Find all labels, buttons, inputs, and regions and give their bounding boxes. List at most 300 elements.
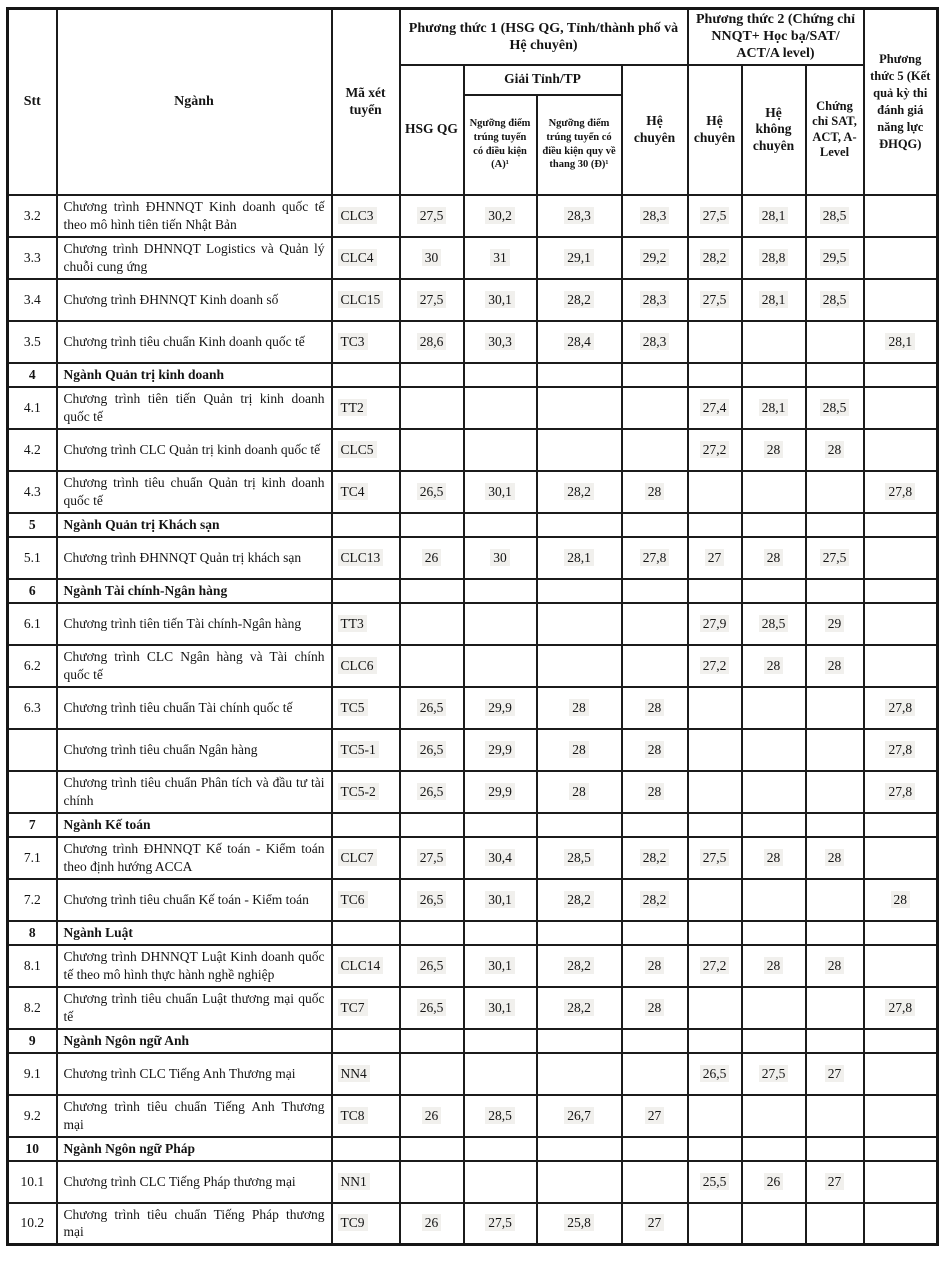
table-row: [8, 687, 938, 729]
score-threshold-30-cell: [537, 387, 622, 429]
header-he-chuyen-pt1: Hệ chuyên: [622, 65, 688, 195]
score-hsg-qg-cell: [400, 1053, 464, 1095]
score-threshold-30-cell: 25,8: [537, 1203, 622, 1245]
score-pt2-he-khong-chuyen-cell: 26: [742, 1161, 806, 1203]
row-number-cell: [8, 729, 57, 771]
score-threshold-30-cell: [537, 645, 622, 687]
score-he-chuyen-cell: 28: [622, 771, 688, 813]
admission-code-cell: [332, 1137, 400, 1161]
score-certificate-cell: [806, 1029, 864, 1053]
row-number-cell: [8, 771, 57, 813]
table-row: [8, 813, 938, 837]
table-row: [8, 771, 938, 813]
program-name-cell: Ngành Luật: [57, 921, 332, 945]
program-name-cell: Chương trình CLC Quản trị kinh doanh quốc tế: [57, 429, 332, 471]
score-hsg-qg-cell: [400, 1137, 464, 1161]
score-he-chuyen-cell: [622, 1137, 688, 1161]
score-hsg-qg-cell: 26,5: [400, 771, 464, 813]
admission-code-cell: TC6: [332, 879, 400, 921]
score-he-chuyen-cell: [622, 513, 688, 537]
score-pt5-cell: [864, 837, 938, 879]
score-threshold-30-cell: 28,2: [537, 879, 622, 921]
score-certificate-cell: [806, 1137, 864, 1161]
score-pt5-cell: [864, 1203, 938, 1245]
score-pt2-he-khong-chuyen-cell: 28,8: [742, 237, 806, 279]
score-pt2-he-khong-chuyen-cell: [742, 987, 806, 1029]
score-certificate-cell: [806, 513, 864, 537]
admission-code-cell: TC5-2: [332, 771, 400, 813]
row-number-cell: 7: [8, 813, 57, 837]
score-he-chuyen-cell: 27: [622, 1095, 688, 1137]
table-row: [8, 195, 938, 237]
score-threshold-a-cell: 30,1: [464, 945, 537, 987]
score-hsg-qg-cell: 27,5: [400, 279, 464, 321]
score-pt5-cell: [864, 813, 938, 837]
score-hsg-qg-cell: [400, 813, 464, 837]
score-pt2-he-chuyen-cell: 27: [688, 537, 742, 579]
score-pt2-he-khong-chuyen-cell: [742, 321, 806, 363]
table-row: [8, 1203, 938, 1245]
score-threshold-a-cell: [464, 603, 537, 645]
score-threshold-a-cell: 28,5: [464, 1095, 537, 1137]
table-row: [8, 321, 938, 363]
table-row: [8, 1137, 938, 1161]
score-threshold-a-cell: 29,9: [464, 687, 537, 729]
program-name-cell: Chương trình ĐHNNQT Kinh doanh số: [57, 279, 332, 321]
score-he-chuyen-cell: 28,3: [622, 279, 688, 321]
score-certificate-cell: 27,5: [806, 537, 864, 579]
admission-code-cell: NN4: [332, 1053, 400, 1095]
program-name-cell: Ngành Ngôn ngữ Anh: [57, 1029, 332, 1053]
table-row: [8, 513, 938, 537]
admission-code-cell: [332, 813, 400, 837]
admission-code-cell: [332, 579, 400, 603]
score-pt5-cell: [864, 237, 938, 279]
score-pt5-cell: 27,8: [864, 471, 938, 513]
score-pt2-he-chuyen-cell: [688, 921, 742, 945]
score-certificate-cell: [806, 771, 864, 813]
program-name-cell: Ngành Ngôn ngữ Pháp: [57, 1137, 332, 1161]
score-pt2-he-chuyen-cell: 27,5: [688, 279, 742, 321]
admission-code-cell: TC7: [332, 987, 400, 1029]
score-hsg-qg-cell: [400, 387, 464, 429]
score-certificate-cell: 29: [806, 603, 864, 645]
score-pt2-he-chuyen-cell: 26,5: [688, 1053, 742, 1095]
header-threshold-30: Ngưỡng điểm trúng tuyển có điều kiện quy về thang 30 (Đ)¹: [537, 95, 622, 195]
table-row: [8, 279, 938, 321]
program-name-cell: Chương trình CLC Tiếng Anh Thương mại: [57, 1053, 332, 1095]
score-he-chuyen-cell: [622, 921, 688, 945]
score-pt2-he-chuyen-cell: [688, 813, 742, 837]
score-pt5-cell: 28: [864, 879, 938, 921]
score-threshold-30-cell: [537, 1137, 622, 1161]
score-hsg-qg-cell: 26,5: [400, 987, 464, 1029]
admission-code-cell: TT3: [332, 603, 400, 645]
header-certificate: Chứng chỉ SAT, ACT, A-Level: [806, 65, 864, 195]
score-threshold-a-cell: 30,4: [464, 837, 537, 879]
row-number-cell: 6: [8, 579, 57, 603]
score-certificate-cell: 28,5: [806, 279, 864, 321]
program-name-cell: Chương trình tiêu chuẩn Kế toán - Kiểm toán: [57, 879, 332, 921]
program-name-cell: Chương trình tiêu chuẩn Phân tích và đầu tư tài chính: [57, 771, 332, 813]
score-pt2-he-chuyen-cell: [688, 729, 742, 771]
score-threshold-a-cell: 31: [464, 237, 537, 279]
program-name-cell: Chương trình tiêu chuẩn Tiếng Pháp thương mại: [57, 1203, 332, 1245]
score-pt2-he-khong-chuyen-cell: [742, 729, 806, 771]
header-stt: Stt: [8, 9, 57, 195]
score-threshold-30-cell: 26,7: [537, 1095, 622, 1137]
score-he-chuyen-cell: 27: [622, 1203, 688, 1245]
admission-scores-table: [6, 7, 939, 1246]
program-name-cell: Chương trình tiêu chuẩn Kinh doanh quốc tế: [57, 321, 332, 363]
score-pt2-he-khong-chuyen-cell: [742, 363, 806, 387]
score-threshold-a-cell: 30,3: [464, 321, 537, 363]
score-hsg-qg-cell: [400, 579, 464, 603]
admission-code-cell: TC9: [332, 1203, 400, 1245]
header-admission-code: Mã xét tuyển: [332, 9, 400, 195]
row-number-cell: 9.1: [8, 1053, 57, 1095]
admission-code-cell: TC4: [332, 471, 400, 513]
score-threshold-a-cell: [464, 645, 537, 687]
score-pt2-he-khong-chuyen-cell: 28: [742, 837, 806, 879]
header-threshold-a: Ngưỡng điểm trúng tuyển có điều kiện (A)¹: [464, 95, 537, 195]
score-threshold-30-cell: [537, 513, 622, 537]
score-pt5-cell: [864, 1053, 938, 1095]
score-hsg-qg-cell: 27,5: [400, 837, 464, 879]
score-threshold-30-cell: 28: [537, 729, 622, 771]
score-threshold-30-cell: [537, 921, 622, 945]
score-pt5-cell: 27,8: [864, 729, 938, 771]
row-number-cell: 8.2: [8, 987, 57, 1029]
score-pt2-he-khong-chuyen-cell: [742, 1029, 806, 1053]
score-he-chuyen-cell: [622, 645, 688, 687]
admission-code-cell: [332, 921, 400, 945]
score-pt2-he-chuyen-cell: 27,4: [688, 387, 742, 429]
score-he-chuyen-cell: [622, 1161, 688, 1203]
table-row: [8, 645, 938, 687]
admission-code-cell: CLC15: [332, 279, 400, 321]
score-threshold-a-cell: [464, 1137, 537, 1161]
score-hsg-qg-cell: 26,5: [400, 879, 464, 921]
row-number-cell: 3.5: [8, 321, 57, 363]
program-name-cell: Chương trình tiên tiến Tài chính-Ngân hàng: [57, 603, 332, 645]
row-number-cell: 8: [8, 921, 57, 945]
score-he-chuyen-cell: [622, 429, 688, 471]
score-threshold-a-cell: [464, 1029, 537, 1053]
score-pt5-cell: [864, 195, 938, 237]
score-hsg-qg-cell: [400, 1029, 464, 1053]
score-hsg-qg-cell: [400, 645, 464, 687]
table-body: [8, 195, 938, 1245]
program-name-cell: Ngành Quản trị Khách sạn: [57, 513, 332, 537]
admission-code-cell: CLC7: [332, 837, 400, 879]
score-threshold-a-cell: [464, 363, 537, 387]
score-certificate-cell: [806, 687, 864, 729]
score-pt5-cell: 28,1: [864, 321, 938, 363]
admission-code-cell: TC5-1: [332, 729, 400, 771]
score-pt2-he-khong-chuyen-cell: 28,1: [742, 279, 806, 321]
score-threshold-a-cell: [464, 429, 537, 471]
score-pt2-he-khong-chuyen-cell: [742, 1095, 806, 1137]
score-threshold-a-cell: [464, 1053, 537, 1095]
score-hsg-qg-cell: [400, 429, 464, 471]
row-number-cell: 9: [8, 1029, 57, 1053]
score-certificate-cell: [806, 987, 864, 1029]
row-number-cell: 5: [8, 513, 57, 537]
score-pt5-cell: [864, 387, 938, 429]
score-certificate-cell: [806, 729, 864, 771]
score-he-chuyen-cell: 28,2: [622, 879, 688, 921]
score-pt2-he-khong-chuyen-cell: [742, 1203, 806, 1245]
score-hsg-qg-cell: 26,5: [400, 945, 464, 987]
table-row: [8, 1029, 938, 1053]
header-he-khong-chuyen: Hệ không chuyên: [742, 65, 806, 195]
score-threshold-a-cell: 30,1: [464, 987, 537, 1029]
row-number-cell: 7.1: [8, 837, 57, 879]
header-he-chuyen-pt2: Hệ chuyên: [688, 65, 742, 195]
score-pt2-he-khong-chuyen-cell: [742, 687, 806, 729]
score-pt5-cell: [864, 921, 938, 945]
score-certificate-cell: [806, 321, 864, 363]
row-number-cell: 3.4: [8, 279, 57, 321]
admission-code-cell: CLC5: [332, 429, 400, 471]
score-pt2-he-khong-chuyen-cell: [742, 879, 806, 921]
score-threshold-30-cell: [537, 579, 622, 603]
score-certificate-cell: [806, 1095, 864, 1137]
score-pt5-cell: [864, 363, 938, 387]
score-hsg-qg-cell: 26,5: [400, 687, 464, 729]
score-pt2-he-khong-chuyen-cell: [742, 579, 806, 603]
score-pt2-he-chuyen-cell: [688, 987, 742, 1029]
table-row: [8, 1161, 938, 1203]
score-certificate-cell: 28: [806, 429, 864, 471]
table-row: [8, 1053, 938, 1095]
row-number-cell: 10.2: [8, 1203, 57, 1245]
score-pt2-he-chuyen-cell: [688, 1095, 742, 1137]
score-threshold-a-cell: [464, 813, 537, 837]
score-certificate-cell: [806, 363, 864, 387]
score-pt2-he-khong-chuyen-cell: 28,5: [742, 603, 806, 645]
score-pt2-he-chuyen-cell: 27,2: [688, 945, 742, 987]
row-number-cell: 6.1: [8, 603, 57, 645]
score-threshold-a-cell: 27,5: [464, 1203, 537, 1245]
row-number-cell: 8.1: [8, 945, 57, 987]
score-certificate-cell: 28: [806, 945, 864, 987]
table-row: [8, 579, 938, 603]
admission-code-cell: TT2: [332, 387, 400, 429]
score-he-chuyen-cell: 28: [622, 471, 688, 513]
admission-code-cell: [332, 1029, 400, 1053]
score-hsg-qg-cell: [400, 603, 464, 645]
score-pt2-he-khong-chuyen-cell: [742, 471, 806, 513]
score-pt2-he-chuyen-cell: [688, 879, 742, 921]
score-he-chuyen-cell: [622, 387, 688, 429]
score-pt2-he-khong-chuyen-cell: 28: [742, 645, 806, 687]
score-threshold-30-cell: 28,2: [537, 279, 622, 321]
score-certificate-cell: 28: [806, 645, 864, 687]
score-pt2-he-khong-chuyen-cell: [742, 921, 806, 945]
score-pt2-he-khong-chuyen-cell: [742, 513, 806, 537]
score-certificate-cell: [806, 471, 864, 513]
score-threshold-30-cell: 28,1: [537, 537, 622, 579]
score-hsg-qg-cell: 28,6: [400, 321, 464, 363]
admission-code-cell: CLC3: [332, 195, 400, 237]
score-certificate-cell: 29,5: [806, 237, 864, 279]
score-hsg-qg-cell: 26: [400, 1095, 464, 1137]
admission-code-cell: CLC4: [332, 237, 400, 279]
score-threshold-30-cell: 28,3: [537, 195, 622, 237]
score-pt2-he-chuyen-cell: 25,5: [688, 1161, 742, 1203]
score-threshold-a-cell: 30,1: [464, 879, 537, 921]
score-hsg-qg-cell: 26: [400, 537, 464, 579]
score-he-chuyen-cell: [622, 363, 688, 387]
table-row: [8, 729, 938, 771]
score-certificate-cell: 27: [806, 1053, 864, 1095]
score-pt2-he-khong-chuyen-cell: [742, 1137, 806, 1161]
program-name-cell: Ngành Quản trị kinh doanh: [57, 363, 332, 387]
score-pt5-cell: [864, 1137, 938, 1161]
score-pt5-cell: [864, 1029, 938, 1053]
score-he-chuyen-cell: 28: [622, 945, 688, 987]
score-pt2-he-chuyen-cell: 27,2: [688, 645, 742, 687]
admission-code-cell: [332, 363, 400, 387]
table-row: [8, 945, 938, 987]
score-pt5-cell: [864, 513, 938, 537]
score-pt2-he-chuyen-cell: [688, 471, 742, 513]
score-pt2-he-khong-chuyen-cell: 28,1: [742, 387, 806, 429]
row-number-cell: 4.1: [8, 387, 57, 429]
score-hsg-qg-cell: [400, 1161, 464, 1203]
score-he-chuyen-cell: 28,3: [622, 321, 688, 363]
score-pt2-he-chuyen-cell: [688, 1029, 742, 1053]
table-row: [8, 471, 938, 513]
score-threshold-30-cell: [537, 429, 622, 471]
score-threshold-30-cell: 28,2: [537, 945, 622, 987]
table-row: [8, 879, 938, 921]
score-threshold-30-cell: [537, 1053, 622, 1095]
program-name-cell: Ngành Kế toán: [57, 813, 332, 837]
score-threshold-30-cell: 28,2: [537, 471, 622, 513]
table-row: [8, 1095, 938, 1137]
program-name-cell: Ngành Tài chính-Ngân hàng: [57, 579, 332, 603]
header-method-2: Phương thức 2 (Chứng chỉ NNQT+ Học bạ/SAT/ ACT/A level): [688, 9, 864, 65]
table-row: [8, 429, 938, 471]
score-hsg-qg-cell: [400, 513, 464, 537]
score-pt2-he-chuyen-cell: [688, 579, 742, 603]
score-pt5-cell: [864, 603, 938, 645]
score-pt2-he-khong-chuyen-cell: 27,5: [742, 1053, 806, 1095]
header-hsg-qg: HSG QG: [400, 65, 464, 195]
score-pt2-he-chuyen-cell: [688, 1203, 742, 1245]
program-name-cell: Chương trình tiêu chuẩn Tiếng Anh Thương mại: [57, 1095, 332, 1137]
score-pt2-he-chuyen-cell: [688, 771, 742, 813]
score-pt5-cell: 27,8: [864, 771, 938, 813]
score-hsg-qg-cell: [400, 363, 464, 387]
score-he-chuyen-cell: 28: [622, 687, 688, 729]
score-pt5-cell: [864, 1095, 938, 1137]
score-he-chuyen-cell: 28,3: [622, 195, 688, 237]
admission-code-cell: TC8: [332, 1095, 400, 1137]
score-he-chuyen-cell: [622, 1029, 688, 1053]
program-name-cell: Chương trình tiêu chuẩn Luật thương mại quốc tế: [57, 987, 332, 1029]
score-threshold-a-cell: [464, 387, 537, 429]
score-pt2-he-chuyen-cell: 27,5: [688, 195, 742, 237]
score-pt5-cell: [864, 645, 938, 687]
score-pt2-he-chuyen-cell: 27,5: [688, 837, 742, 879]
score-pt2-he-chuyen-cell: [688, 363, 742, 387]
score-pt2-he-chuyen-cell: [688, 1137, 742, 1161]
program-name-cell: Chương trình CLC Ngân hàng và Tài chính quốc tế: [57, 645, 332, 687]
row-number-cell: 10: [8, 1137, 57, 1161]
row-number-cell: 4: [8, 363, 57, 387]
row-number-cell: 10.1: [8, 1161, 57, 1203]
score-pt2-he-chuyen-cell: 28,2: [688, 237, 742, 279]
program-name-cell: Chương trình ĐHNNQT Kinh doanh quốc tế theo mô hình tiên tiến Nhật Bản: [57, 195, 332, 237]
admission-code-cell: NN1: [332, 1161, 400, 1203]
score-threshold-30-cell: 28,5: [537, 837, 622, 879]
score-certificate-cell: [806, 813, 864, 837]
score-threshold-a-cell: [464, 579, 537, 603]
row-number-cell: 9.2: [8, 1095, 57, 1137]
row-number-cell: 7.2: [8, 879, 57, 921]
score-certificate-cell: 28,5: [806, 195, 864, 237]
score-pt2-he-chuyen-cell: [688, 321, 742, 363]
table-row: [8, 921, 938, 945]
score-threshold-a-cell: 30,1: [464, 471, 537, 513]
score-threshold-a-cell: 29,9: [464, 771, 537, 813]
score-pt2-he-khong-chuyen-cell: [742, 771, 806, 813]
score-pt5-cell: 27,8: [864, 987, 938, 1029]
table-header: [8, 9, 938, 195]
program-name-cell: Chương trình ĐHNNQT Kế toán - Kiểm toán theo định hướng ACCA: [57, 837, 332, 879]
row-number-cell: 4.2: [8, 429, 57, 471]
score-he-chuyen-cell: [622, 603, 688, 645]
score-threshold-30-cell: [537, 1029, 622, 1053]
score-he-chuyen-cell: 27,8: [622, 537, 688, 579]
score-pt5-cell: [864, 279, 938, 321]
table-row: [8, 537, 938, 579]
score-threshold-a-cell: 30,2: [464, 195, 537, 237]
row-number-cell: 3.2: [8, 195, 57, 237]
score-he-chuyen-cell: [622, 579, 688, 603]
score-hsg-qg-cell: [400, 921, 464, 945]
header-method-5: Phương thức 5 (Kết quả kỳ thi đánh giá năng lực ĐHQG): [864, 9, 938, 195]
score-certificate-cell: [806, 921, 864, 945]
score-pt2-he-chuyen-cell: 27,2: [688, 429, 742, 471]
program-name-cell: Chương trình tiêu chuẩn Tài chính quốc tế: [57, 687, 332, 729]
score-he-chuyen-cell: [622, 1053, 688, 1095]
score-certificate-cell: [806, 1203, 864, 1245]
score-threshold-30-cell: [537, 363, 622, 387]
score-he-chuyen-cell: 28,2: [622, 837, 688, 879]
score-he-chuyen-cell: 29,2: [622, 237, 688, 279]
row-number-cell: 6.2: [8, 645, 57, 687]
table-row: [8, 837, 938, 879]
score-pt2-he-chuyen-cell: [688, 513, 742, 537]
row-number-cell: 6.3: [8, 687, 57, 729]
score-threshold-30-cell: [537, 813, 622, 837]
program-name-cell: Chương trình DHNNQT Logistics và Quản lý chuỗi cung ứng: [57, 237, 332, 279]
score-pt5-cell: [864, 1161, 938, 1203]
program-name-cell: Chương trình ĐHNNQT Quản trị khách sạn: [57, 537, 332, 579]
score-threshold-30-cell: 29,1: [537, 237, 622, 279]
admission-code-cell: [332, 513, 400, 537]
table-row: [8, 387, 938, 429]
score-hsg-qg-cell: 26,5: [400, 471, 464, 513]
score-certificate-cell: 28,5: [806, 387, 864, 429]
row-number-cell: 4.3: [8, 471, 57, 513]
score-threshold-30-cell: [537, 1161, 622, 1203]
